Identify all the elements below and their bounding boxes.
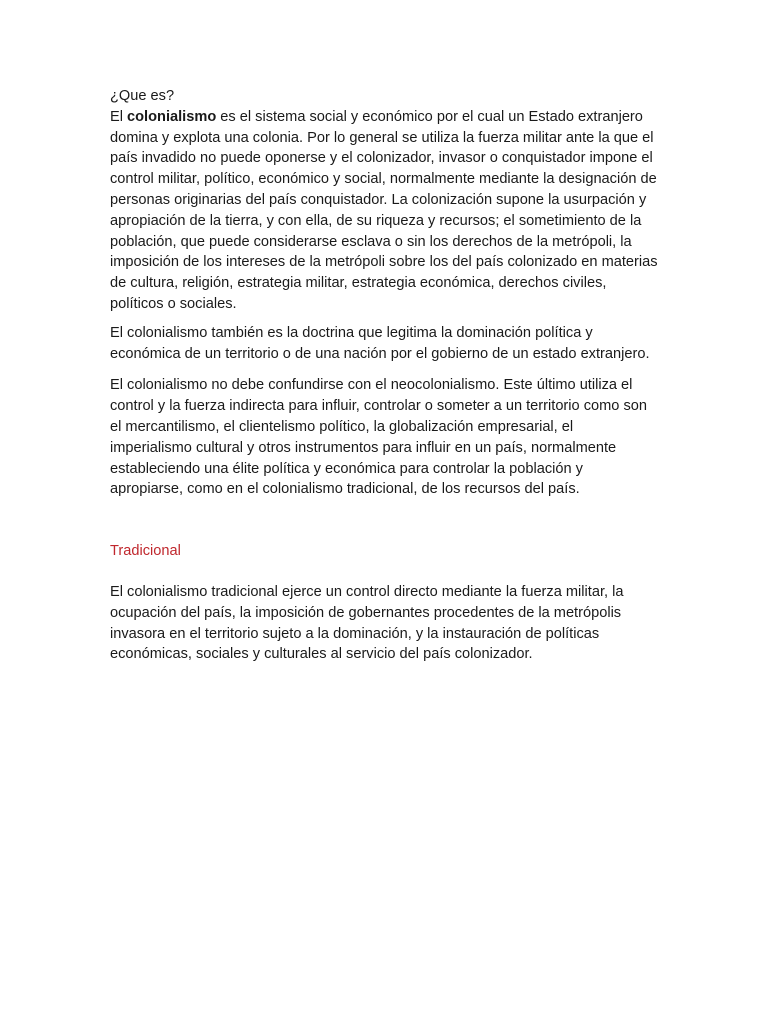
intro-paragraph	[110, 107, 658, 315]
traditional-paragraph: El colonialismo tradicional ejerce un control directo mediante la fuerza militar, la ocupación del país, la imposición de gobernantes procedentes de la metrópolis invasora en el territorio sujeto a la dominación, y la instauración de políticas económicas, sociales y culturales al servicio del país colonizador.	[110, 583, 624, 663]
section-title-tradicional: Tradicional	[110, 543, 181, 560]
document-body	[110, 86, 658, 665]
doctrine-paragraph: El colonialismo también es la doctrina que legitima la dominación política y económica de un territorio o de una nación por el gobierno de un estado extranjero.	[110, 324, 650, 362]
neocolonialism-paragraph: El colonialismo no debe confundirse con el neocolonialismo. Este último utiliza el control y la fuerza indirecta para influir, controlar o someter a un territorio como son el mercantilismo, el clientelismo político, la globalización empresarial, el imperialismo cultural y otros instrumentos para influir en un país, normalmente estableciendo una élite política y económica para controlar la población y apropiarse, como en el colonialismo tradicional, de los recursos del país.	[110, 377, 647, 498]
intro-prefix: El	[110, 108, 128, 125]
intro-text: es el sistema social y económico por el cual un Estado extranjero domina y explota una colonia. Por lo general se utiliza la fuerza militar ante la que el país invadido no puede oponerse y el colonizador, invasor o conquistador impone el control militar, político, económico y social, normalmente mediante la designación de personas originarias del país conquistador. La colonización supone la usurpación y apropiación de la tierra, y con ella, de su riqueza y recursos; el sometimiento de la población, que puede considerarse esclava o sin los derechos de la metrópoli, la imposición de los intereses de la metrópoli sobre los del país colonizado en materias de cultura, religión, estrategia militar, estrategia económica, derechos civiles, políticos o sociales.	[110, 108, 658, 312]
question-heading: ¿Que es?	[110, 88, 175, 104]
intro-term: colonialismo	[127, 108, 217, 125]
